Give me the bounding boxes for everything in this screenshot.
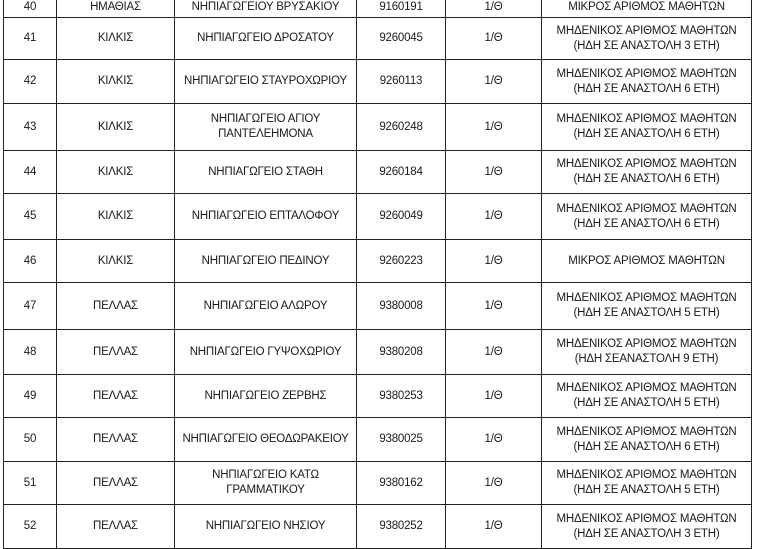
region-text: ΚΙΛΚΙΣ: [97, 32, 134, 44]
school-code-text: 9380208: [379, 345, 423, 358]
school-code-cell: [357, 18, 446, 60]
school-code-text: 9380008: [379, 299, 423, 312]
status-cell: [542, 505, 752, 549]
region-cell: [57, 330, 175, 375]
school-type-text: 1/Θ: [484, 75, 503, 87]
region-text: ΗΜΑΘΙΑΣ: [90, 1, 141, 13]
table-row: [4, 418, 752, 462]
row-number-text: 44: [23, 165, 37, 178]
school-name-text: ΝΗΠΙΑΓΩΓΕΙΟ ΣΤΑΥΡΟΧΩΡΙΟΥ: [183, 75, 347, 87]
region-text: ΚΙΛΚΙΣ: [97, 210, 134, 222]
row-number-cell: [4, 240, 57, 283]
region-text: ΠΕΛΛΑΣ: [93, 476, 138, 489]
schools-table-container: [3, 0, 752, 549]
table-row: [4, 194, 752, 240]
status-text-line2: (ΗΔΗ ΣΕ ΑΝΑΣΤΟΛΗ 6 ΕΤΗ): [573, 173, 720, 185]
region-cell: [57, 0, 175, 18]
school-type-cell: [446, 462, 542, 505]
row-number-cell: [4, 104, 57, 151]
row-number-cell: [4, 505, 57, 549]
status-text-line2: (ΗΔΗ ΣΕ ΑΝΑΣΤΟΛΗ 6 ΕΤΗ): [573, 217, 720, 230]
school-type-text: 1/Θ: [484, 165, 503, 178]
school-name-cell: [175, 283, 357, 330]
school-name-cell: [175, 151, 357, 194]
school-code-cell: [357, 104, 446, 151]
region-cell: [57, 462, 175, 505]
school-name-text: ΝΗΠΙΑΓΩΓΕΙΟΥ ΒΡΥΣΑΚΙΟΥ: [191, 1, 340, 13]
status-cell: [542, 283, 752, 330]
table-row: [4, 330, 752, 375]
row-number-text: 52: [23, 520, 37, 532]
school-name-cell: [175, 375, 357, 418]
region-cell: [57, 194, 175, 240]
status-cell: [542, 18, 752, 60]
school-type-cell: [446, 283, 542, 330]
school-code-cell: [357, 151, 446, 194]
school-code-text: 9380025: [379, 433, 423, 445]
school-type-cell: [446, 104, 542, 151]
school-code-cell: [357, 240, 446, 283]
school-code-text: 9260184: [379, 165, 423, 178]
school-code-text: 9260049: [379, 210, 423, 222]
region-text: ΚΙΛΚΙΣ: [97, 254, 134, 267]
row-number-cell: [4, 60, 57, 104]
region-text: ΠΕΛΛΑΣ: [93, 345, 138, 358]
row-number-text: 45: [23, 210, 37, 222]
school-name-text: ΝΗΠΙΑΓΩΓΕΙΟ ΓΥΨΟΧΩΡΙΟΥ: [189, 345, 342, 358]
region-text: ΠΕΛΛΑΣ: [93, 520, 138, 532]
status-text: ΜΗΔΕΝΙΚΟΣ ΑΡΙΘΜΟΣ ΜΑΘΗΤΩΝ: [556, 382, 737, 394]
school-code-cell: [357, 375, 446, 418]
school-type-cell: [446, 240, 542, 283]
region-cell: [57, 60, 175, 104]
status-text-line2: (ΗΔΗ ΣΕ ΑΝΑΣΤΟΛΗ 6 ΕΤΗ): [573, 440, 720, 453]
status-text-line2: (ΗΔΗ ΣΕ ΑΝΑΣΤΟΛΗ 5 ΕΤΗ): [573, 484, 720, 496]
school-code-cell: [357, 462, 446, 505]
school-code-text: 9380162: [379, 476, 423, 489]
school-type-text: 1/Θ: [484, 210, 503, 222]
status-text: ΜΗΔΕΝΙΚΟΣ ΑΡΙΘΜΟΣ ΜΑΘΗΤΩΝ: [556, 425, 737, 438]
region-cell: [57, 18, 175, 60]
row-number-cell: [4, 194, 57, 240]
status-text-line2: (ΗΔΗ ΣΕ ΑΝΑΣΤΟΛΗ 5 ΕΤΗ): [573, 397, 720, 409]
table-row: [4, 104, 752, 151]
school-type-text: 1/Θ: [484, 433, 503, 445]
school-code-cell: [357, 283, 446, 330]
status-cell: [542, 418, 752, 462]
region-cell: [57, 283, 175, 330]
school-type-text: 1/Θ: [484, 520, 503, 532]
region-cell: [57, 418, 175, 462]
school-name-cell: [175, 18, 357, 60]
table-row: [4, 151, 752, 194]
region-text: ΠΕΛΛΑΣ: [93, 299, 138, 312]
status-text: ΜΗΔΕΝΙΚΟΣ ΑΡΙΘΜΟΣ ΜΑΘΗΤΩΝ: [556, 202, 737, 215]
status-text: ΜΗΔΕΝΙΚΟΣ ΑΡΙΘΜΟΣ ΜΑΘΗΤΩΝ: [556, 512, 737, 525]
status-cell: [542, 375, 752, 418]
school-type-cell: [446, 151, 542, 194]
table-row: [4, 505, 752, 549]
row-number-text: 47: [23, 299, 37, 312]
row-number-cell: [4, 418, 57, 462]
row-number-cell: [4, 18, 57, 60]
status-text-line2: (ΗΔΗ ΣΕΑΝΑΣΤΟΛΗ 9 ΕΤΗ): [574, 353, 719, 365]
school-name-text: ΝΗΠΙΑΓΩΓΕΙΟ ΖΕΡΒΗΣ: [204, 389, 327, 402]
row-number-text: 42: [23, 75, 37, 87]
school-name-text: ΝΗΠΙΑΓΩΓΕΙΟ ΘΕΟΔΩΡΑΚΕΙΟΥ: [182, 433, 349, 445]
school-code-cell: [357, 60, 446, 104]
row-number-text: 43: [23, 120, 37, 133]
status-text: ΜΙΚΡΟΣ ΑΡΙΘΜΟΣ ΜΑΘΗΤΩΝ: [568, 254, 725, 267]
row-number-text: 51: [23, 476, 37, 489]
status-text: ΜΗΔΕΝΙΚΟΣ ΑΡΙΘΜΟΣ ΜΑΘΗΤΩΝ: [556, 24, 737, 37]
school-code-text: 9260045: [379, 32, 423, 44]
region-cell: [57, 505, 175, 549]
table-row: [4, 60, 752, 104]
status-text-line2: (ΗΔΗ ΣΕ ΑΝΑΣΤΟΛΗ 5 ΕΤΗ): [573, 307, 720, 319]
status-text-line2: (ΗΔΗ ΣΕ ΑΝΑΣΤΟΛΗ 6 ΕΤΗ): [573, 128, 720, 140]
school-type-text: 1/Θ: [484, 476, 503, 489]
status-text-line2: (ΗΔΗ ΣΕ ΑΝΑΣΤΟΛΗ 6 ΕΤΗ): [573, 82, 720, 95]
status-cell: [542, 151, 752, 194]
school-name-text: ΝΗΠΙΑΓΩΓΕΙΟ ΕΠΤΑΛΟΦΟΥ: [191, 210, 340, 222]
school-code-text: 9380253: [379, 389, 423, 402]
row-number-cell: [4, 330, 57, 375]
school-type-text: 1/Θ: [484, 120, 503, 133]
status-cell: [542, 194, 752, 240]
table-row: [4, 18, 752, 60]
school-type-cell: [446, 18, 542, 60]
school-name-text-line2: ΠΑΝΤΕΛΕΗΜΟΝΑ: [218, 128, 313, 140]
school-type-cell: [446, 505, 542, 549]
region-cell: [57, 104, 175, 151]
school-name-text: ΝΗΠΙΑΓΩΓΕΙΟ ΠΕΔΙΝΟΥ: [201, 254, 330, 267]
school-type-text: 1/Θ: [484, 299, 503, 312]
school-name-cell: [175, 104, 357, 151]
status-cell: [542, 240, 752, 283]
row-number-cell: [4, 0, 57, 18]
region-text: ΚΙΛΚΙΣ: [97, 75, 134, 87]
status-text: ΜΗΔΕΝΙΚΟΣ ΑΡΙΘΜΟΣ ΜΑΘΗΤΩΝ: [556, 469, 737, 481]
school-name-text: ΝΗΠΙΑΓΩΓΕΙΟ ΝΗΣΙΟΥ: [205, 520, 326, 532]
school-code-cell: [357, 194, 446, 240]
row-number-text: 40: [23, 1, 37, 13]
status-cell: [542, 104, 752, 151]
school-name-cell: [175, 418, 357, 462]
school-code-text: 9160191: [379, 1, 423, 13]
school-code-cell: [357, 418, 446, 462]
table-row: [4, 0, 752, 18]
school-type-text: 1/Θ: [484, 345, 503, 358]
school-name-cell: [175, 194, 357, 240]
row-number-text: 48: [23, 345, 37, 358]
row-number-text: 41: [23, 32, 37, 44]
region-cell: [57, 151, 175, 194]
school-code-text: 9260113: [379, 75, 423, 87]
region-text: ΠΕΛΛΑΣ: [93, 433, 138, 445]
status-text-line2: (ΗΔΗ ΣΕ ΑΝΑΣΤΟΛΗ 3 ΕΤΗ): [573, 39, 720, 52]
school-code-text: 9260223: [379, 254, 423, 267]
school-code-text: 9380252: [379, 520, 423, 532]
table-row: [4, 462, 752, 505]
row-number-text: 46: [23, 254, 37, 267]
school-name-text: ΝΗΠΙΑΓΩΓΕΙΟ ΑΛΩΡΟΥ: [203, 299, 328, 312]
row-number-text: 49: [23, 389, 37, 402]
school-name-cell: [175, 462, 357, 505]
school-code-cell: [357, 330, 446, 375]
region-text: ΚΙΛΚΙΣ: [97, 120, 134, 133]
table-row: [4, 240, 752, 283]
school-name-text: ΝΗΠΙΑΓΩΓΕΙΟ ΚΑΤΩ ΓΡΑΜΜΑΤΙΚΟΥ: [212, 469, 319, 496]
table-row: [4, 375, 752, 418]
school-name-text: ΝΗΠΙΑΓΩΓΕΙΟ ΔΡΟΣΑΤΟΥ: [197, 32, 334, 44]
school-name-text: ΝΗΠΙΑΓΩΓΕΙΟ ΣΤΑΘΗ: [208, 165, 323, 178]
region-text: ΠΕΛΛΑΣ: [93, 389, 138, 402]
row-number-cell: [4, 375, 57, 418]
status-cell: [542, 60, 752, 104]
school-name-cell: [175, 330, 357, 375]
school-type-cell: [446, 60, 542, 104]
school-type-text: 1/Θ: [484, 1, 503, 13]
school-type-text: 1/Θ: [484, 389, 503, 402]
school-type-cell: [446, 330, 542, 375]
school-name-cell: [175, 505, 357, 549]
status-text: ΜΗΔΕΝΙΚΟΣ ΑΡΙΘΜΟΣ ΜΑΘΗΤΩΝ: [556, 113, 737, 125]
status-text: ΜΙΚΡΟΣ ΑΡΙΘΜΟΣ ΜΑΘΗΤΩΝ: [568, 1, 725, 13]
school-code-cell: [357, 0, 446, 18]
school-name-cell: [175, 240, 357, 283]
school-type-text: 1/Θ: [484, 254, 503, 267]
status-text-line2: (ΗΔΗ ΣΕ ΑΝΑΣΤΟΛΗ 3 ΕΤΗ): [573, 527, 720, 540]
school-code-cell: [357, 505, 446, 549]
school-name-cell: [175, 60, 357, 104]
schools-table: [3, 0, 752, 549]
region-text: ΚΙΛΚΙΣ: [97, 165, 134, 178]
status-cell: [542, 0, 752, 18]
status-cell: [542, 330, 752, 375]
status-text: ΜΗΔΕΝΙΚΟΣ ΑΡΙΘΜΟΣ ΜΑΘΗΤΩΝ: [556, 338, 737, 350]
school-type-cell: [446, 0, 542, 18]
school-type-cell: [446, 194, 542, 240]
row-number-text: 50: [23, 433, 37, 445]
school-type-cell: [446, 418, 542, 462]
table-body: [4, 0, 752, 549]
row-number-cell: [4, 462, 57, 505]
region-cell: [57, 375, 175, 418]
school-type-text: 1/Θ: [484, 32, 503, 44]
status-text: ΜΗΔΕΝΙΚΟΣ ΑΡΙΘΜΟΣ ΜΑΘΗΤΩΝ: [556, 158, 737, 170]
row-number-cell: [4, 151, 57, 194]
status-cell: [542, 462, 752, 505]
school-code-text: 9260248: [379, 120, 423, 133]
row-number-cell: [4, 283, 57, 330]
table-row: [4, 283, 752, 330]
school-name-cell: [175, 0, 357, 18]
status-text: ΜΗΔΕΝΙΚΟΣ ΑΡΙΘΜΟΣ ΜΑΘΗΤΩΝ: [556, 292, 737, 304]
region-cell: [57, 240, 175, 283]
status-text: ΜΗΔΕΝΙΚΟΣ ΑΡΙΘΜΟΣ ΜΑΘΗΤΩΝ: [556, 67, 737, 80]
school-type-cell: [446, 375, 542, 418]
school-name-text: ΝΗΠΙΑΓΩΓΕΙΟ ΑΓΙΟΥ: [210, 113, 321, 125]
